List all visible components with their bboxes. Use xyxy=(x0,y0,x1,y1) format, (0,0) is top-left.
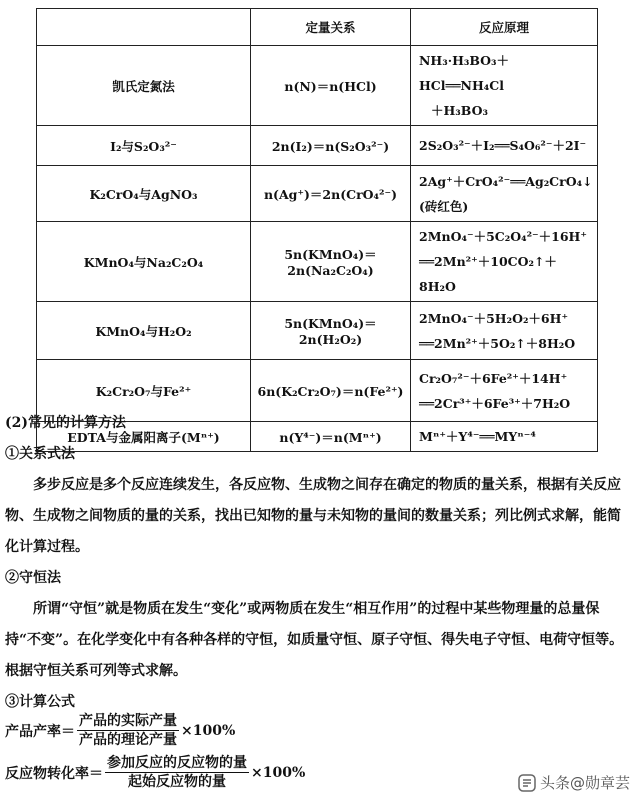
table-row xyxy=(37,46,598,126)
equation-line: Cr₂O₇²⁻＋6Fe²⁺＋14H⁺ xyxy=(419,370,568,386)
conversion-formula xyxy=(5,754,305,791)
formula-tail: ×100% xyxy=(251,764,306,781)
table-row xyxy=(37,222,598,302)
relation-cell: n(N)＝n(HCl) xyxy=(251,46,411,126)
fraction xyxy=(105,754,249,791)
equation-line: ══2Mn²⁺＋5O₂↑＋8H₂O xyxy=(419,335,576,351)
equation-line: ══2Mn²⁺＋10CO₂↑＋8H₂O xyxy=(419,254,557,294)
section-heading: (2)常见的计算方法 xyxy=(5,415,126,431)
method-title: ③计算公式 xyxy=(5,694,75,710)
relation-cell: 2n(I₂)＝n(S₂O₃²⁻) xyxy=(251,126,411,166)
watermark xyxy=(518,772,630,793)
principle-cell xyxy=(411,166,598,222)
equation-line: ══2Cr³⁺＋6Fe³⁺＋7H₂O xyxy=(419,395,571,411)
relation-cell: n(Ag⁺)＝2n(CrO₄²⁻) xyxy=(251,166,411,222)
relation-cell: n(Y⁴⁻)＝n(Mⁿ⁺) xyxy=(251,422,411,452)
toutiao-logo-icon xyxy=(518,774,536,792)
equation-line: 2MnO₄⁻＋5C₂O₄²⁻＋16H⁺ xyxy=(419,229,587,244)
equation-line: Mⁿ⁺＋Y⁴⁻══MYⁿ⁻⁴ xyxy=(419,429,536,444)
method-title: ②守恒法 xyxy=(5,570,61,586)
watermark-text: 头条@勋章芸 xyxy=(539,774,630,792)
equation-line: 2MnO₄⁻＋5H₂O₂＋6H⁺ xyxy=(419,310,569,326)
method-cell: KMnO₄与H₂O₂ xyxy=(37,302,251,360)
formula-lhs: 反应物转化率＝ xyxy=(5,765,103,782)
denominator: 产品的理论产量 xyxy=(79,732,177,748)
relation-table xyxy=(36,8,598,452)
method-paragraph: 多步反应是多个反应连续发生，各反应物、生成物之间存在确定的物质的量关系，根据有关反应物、生成物之间物质的量的关系，找出已知物的量与未知物的量间的数量关系；列比例式求解，能简化计算过程。 xyxy=(5,477,621,555)
table-row xyxy=(37,302,598,360)
numerator: 产品的实际产量 xyxy=(79,713,177,729)
equation-line: (砖红色) xyxy=(419,198,469,214)
methods-section xyxy=(5,408,631,718)
header-cell: 定量关系 xyxy=(251,9,411,46)
table-row xyxy=(37,166,598,222)
equation-line: 2Ag⁺＋CrO₄²⁻══Ag₂CrO₄↓ xyxy=(419,173,593,189)
equation-line: NH₃·H₃BO₃＋HCl══NH₄Cl xyxy=(419,53,510,93)
method-cell: K₂CrO₄与AgNO₃ xyxy=(37,166,251,222)
table-header-row xyxy=(37,9,598,46)
method-cell: I₂与S₂O₃²⁻ xyxy=(37,126,251,166)
formula-lhs: 产品产率＝ xyxy=(5,723,75,740)
method-cell: KMnO₄与Na₂C₂O₄ xyxy=(37,222,251,302)
method-cell: K₂Cr₂O₇与Fe²⁺ xyxy=(37,360,251,422)
denominator: 起始反应物的量 xyxy=(128,774,226,790)
header-cell: 反应原理 xyxy=(411,9,598,46)
formula-tail: ×100% xyxy=(181,722,236,739)
relation-cell: 6n(K₂Cr₂O₇)＝n(Fe²⁺) xyxy=(251,360,411,422)
header-cell xyxy=(37,9,251,46)
equation-line: ＋H₃BO₃ xyxy=(431,103,488,118)
method-paragraph: 所谓“守恒”就是物质在发生“变化”或两物质在发生“相互作用”的过程中某些物理量的总量保持“不变”。在化学变化中有各种各样的守恒，如质量守恒、原子守恒、得失电子守恒、电荷守恒等。根据守恒关系可列等式求解。 xyxy=(5,601,624,679)
principle-cell xyxy=(411,302,598,360)
method-cell: EDTA与金属阳离子(Mⁿ⁺) xyxy=(37,422,251,452)
relation-cell: 5n(KMnO₄)＝2n(Na₂C₂O₄) xyxy=(251,222,411,302)
numerator: 参加反应的反应物的量 xyxy=(107,755,247,771)
yield-formula xyxy=(5,712,235,749)
method-cell: 凯氏定氮法 xyxy=(37,46,251,126)
principle-cell xyxy=(411,126,598,166)
principle-cell xyxy=(411,46,598,126)
principle-cell xyxy=(411,222,598,302)
table-row xyxy=(37,126,598,166)
equation-line: 2S₂O₃²⁻＋I₂══S₄O₆²⁻＋2I⁻ xyxy=(419,138,587,153)
relation-cell: 5n(KMnO₄)＝2n(H₂O₂) xyxy=(251,302,411,360)
fraction xyxy=(77,712,179,749)
method-title: ①关系式法 xyxy=(5,446,75,462)
